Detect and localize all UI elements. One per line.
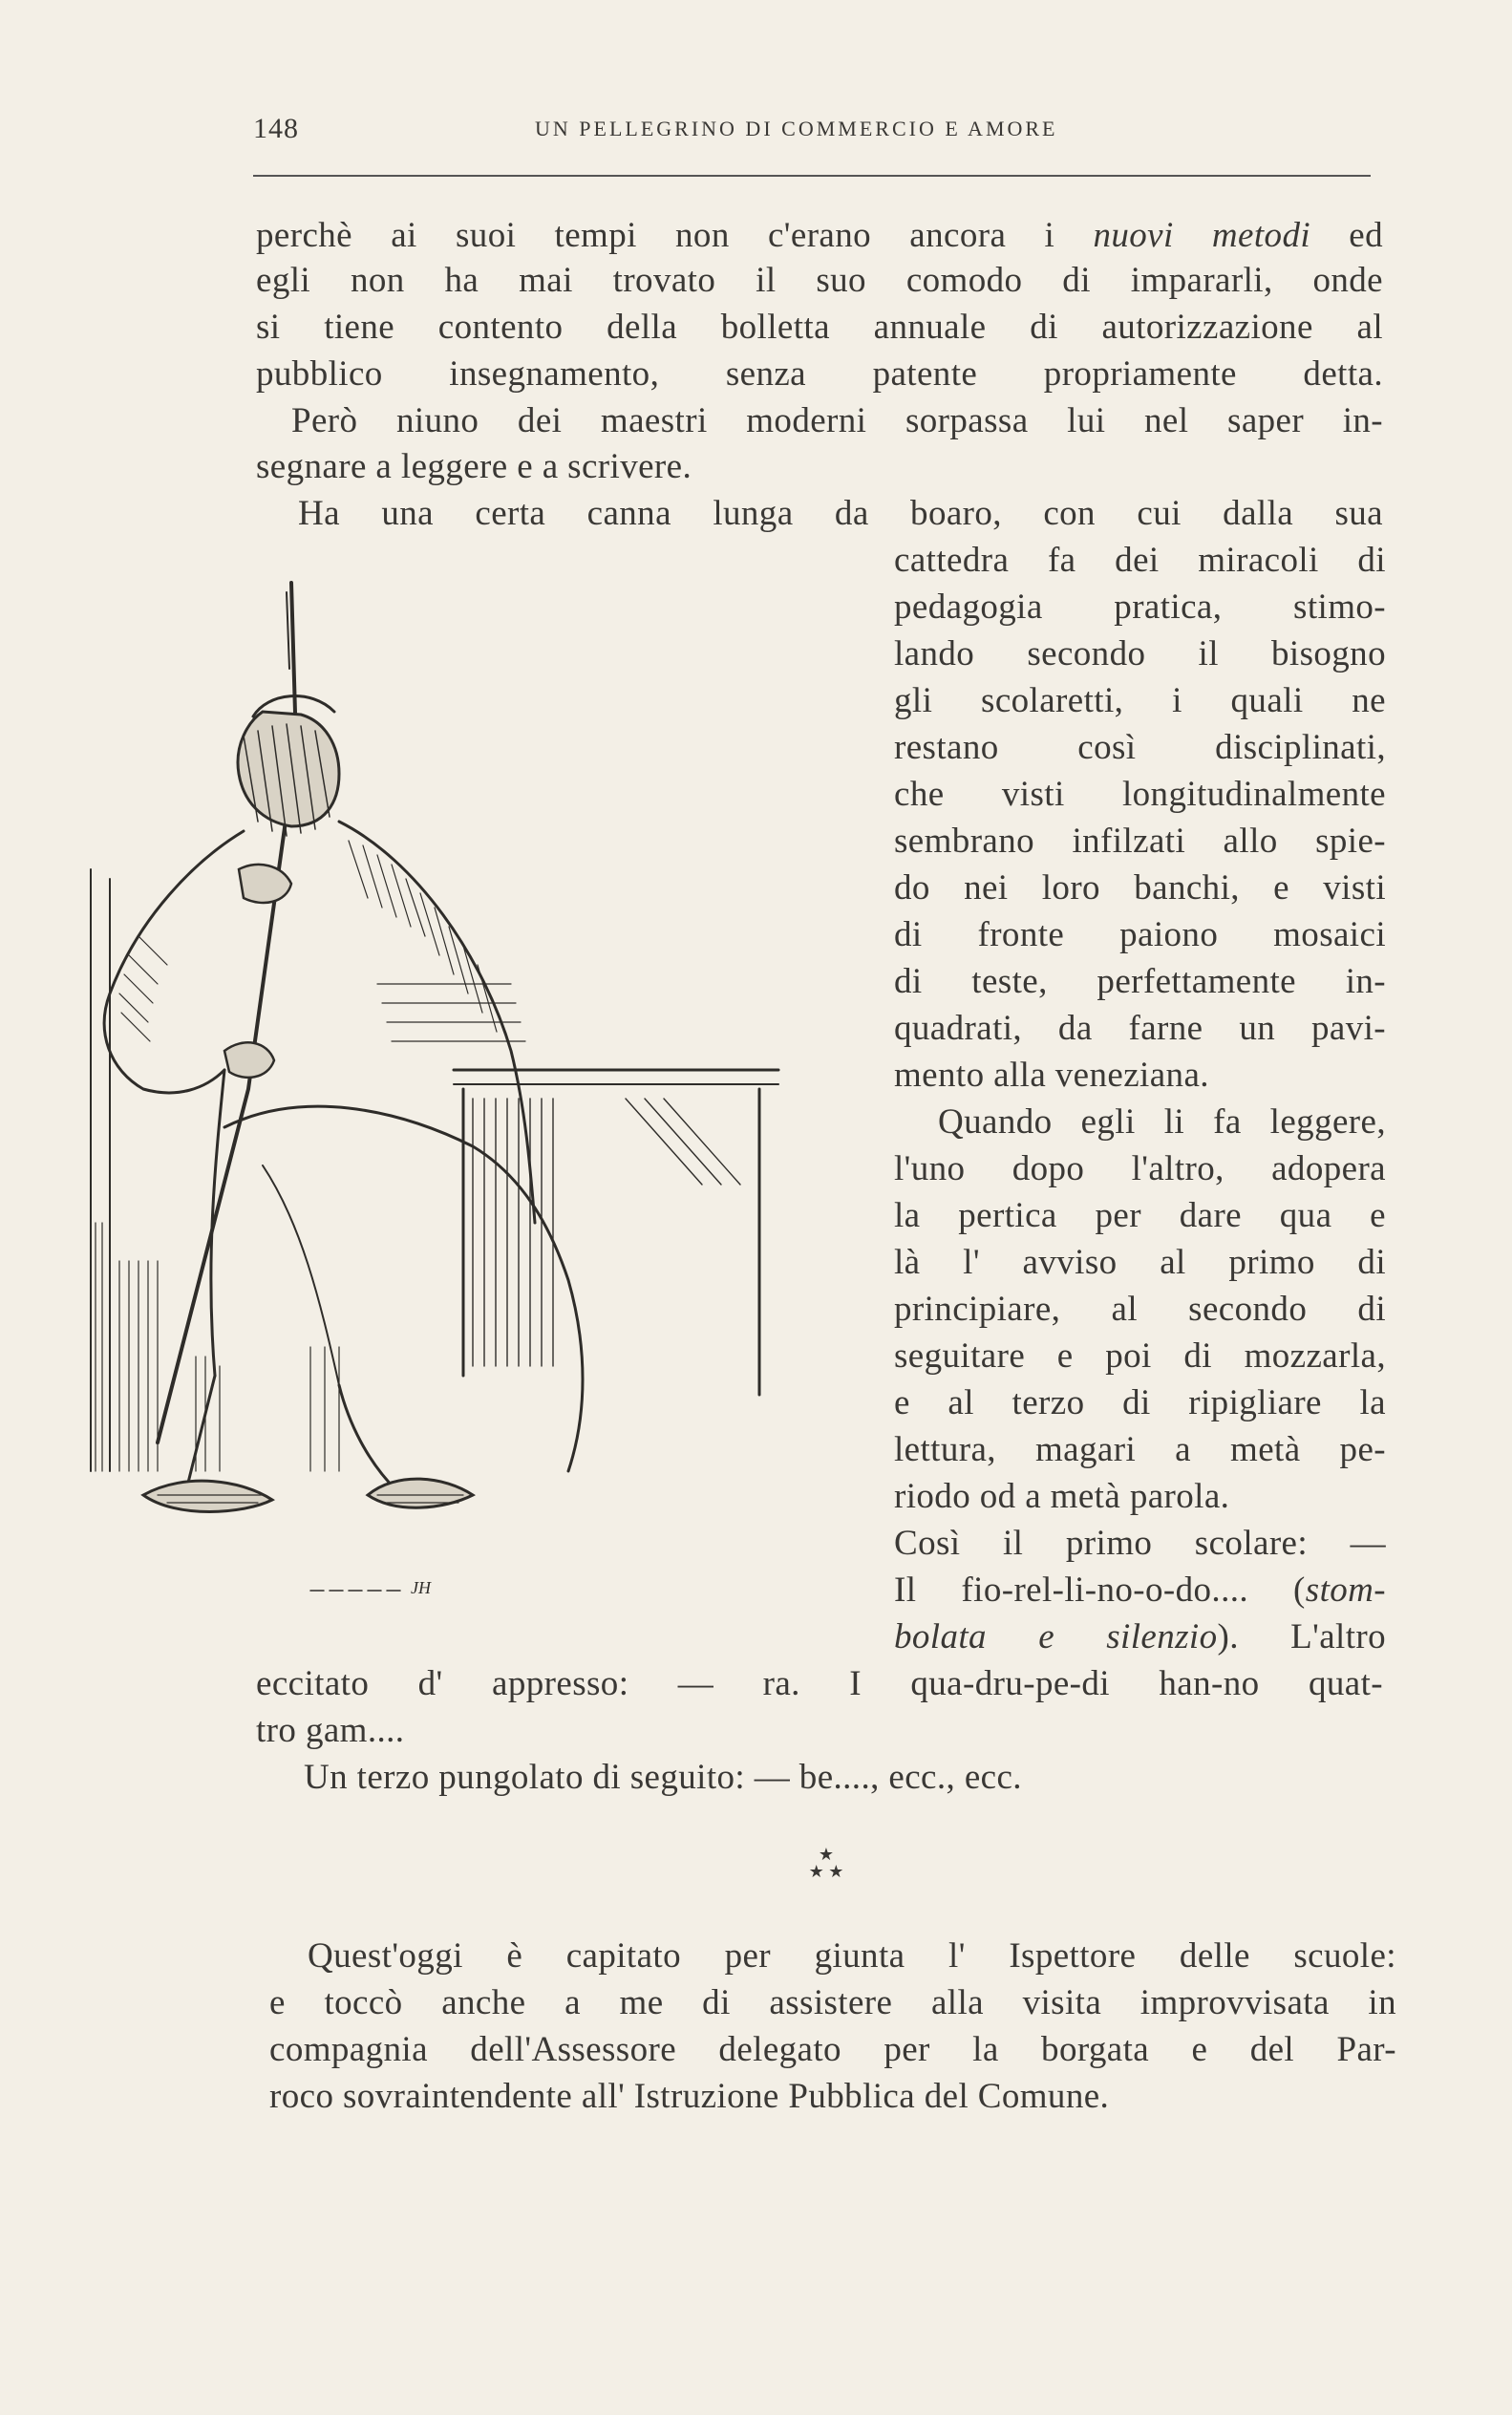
text-line: e toccò anche a me di assistere alla visita improvvisata in: [269, 1983, 1396, 2022]
text-line: restano così disciplinati,: [894, 728, 1386, 767]
text-line: Così il primo scolare: —: [894, 1524, 1386, 1563]
text-line: Il fio-rel-li-no-o-do.... (stom-: [894, 1571, 1386, 1610]
page-header: [253, 113, 1371, 151]
text-line: compagnia dell'Assessore delegato per la borgata e del Par-: [269, 2030, 1396, 2069]
text-line: la pertica per dare qua e: [894, 1196, 1386, 1235]
text-line: si tiene contento della bolletta annuale di autorizzazione al: [256, 308, 1383, 347]
text-line: lando secondo il bisogno: [894, 634, 1386, 673]
page-number: 148: [253, 113, 299, 144]
text-line: e al terzo di ripigliare la: [894, 1383, 1386, 1422]
text-line: di fronte paiono mosaici: [894, 915, 1386, 954]
text-line: egli non ha mai trovato il suo comodo di impararli, onde: [256, 261, 1383, 300]
text-line: seguitare e poi di mozzarla,: [894, 1336, 1386, 1376]
text-line: bolata e silenzio). L'altro: [894, 1617, 1386, 1656]
text-line: perchè ai suoi tempi non c'erano ancora i nuovi metodi ed: [256, 216, 1384, 255]
text-line: Un terzo pungolato di seguito: — be...., ecc., ecc.: [304, 1758, 1022, 1797]
text-line: pubblico insegnamento, senza patente propriamente detta.: [256, 354, 1383, 394]
text-line: Però niuno dei maestri moderni sorpassa lui nel saper in-: [291, 401, 1383, 440]
text-line: pedagogia pratica, stimo-: [894, 588, 1386, 627]
illustrator-signature: JH: [411, 1578, 431, 1597]
text-line: gli scolaretti, i quali ne: [894, 681, 1386, 720]
text-line: riodo od a metà parola.: [894, 1477, 1230, 1516]
running-title: UN PELLEGRINO DI COMMERCIO E AMORE: [535, 117, 1058, 140]
text-line: l'uno dopo l'altro, adopera: [894, 1149, 1386, 1188]
text-line: lettura, magari a metà pe-: [894, 1430, 1386, 1469]
text-line: quadrati, da farne un pavi-: [894, 1009, 1386, 1048]
text-line: cattedra fa dei miracoli di: [894, 541, 1386, 580]
text-line: sembrano infilzati allo spie-: [894, 822, 1386, 861]
text-line: Quest'oggi è capitato per giunta l' Ispettore delle scuole:: [308, 1936, 1396, 1976]
text-line: tro gam....: [256, 1711, 405, 1750]
text-line: Ha una certa canna lunga da boaro, con cui dalla sua: [298, 494, 1383, 533]
text-line: do nei loro banchi, e visti: [894, 868, 1386, 908]
text-line: mento alla veneziana.: [894, 1056, 1209, 1095]
asterism-ornament: [798, 1846, 855, 1880]
text-line: che visti longitudinalmente: [894, 775, 1386, 814]
text-line: segnare a leggere e a scrivere.: [256, 447, 692, 486]
text-line: là l' avviso al primo di: [894, 1243, 1386, 1282]
star-pair-icon: ★ ★: [808, 1862, 844, 1881]
text-line: Quando egli li fa leggere,: [938, 1102, 1386, 1142]
text-line: principiare, al secondo di: [894, 1290, 1386, 1329]
text-line: roco sovraintendente all' Istruzione Pubblica del Comune.: [269, 2077, 1110, 2116]
star-icon: ★: [818, 1845, 835, 1864]
header-rule: [253, 175, 1371, 177]
schoolmaster-illustration: [53, 554, 874, 1614]
text-line: di teste, perfettamente in-: [894, 962, 1386, 1001]
text-line: eccitato d' appresso: — ra. I qua-dru-pe-di han-no quat-: [256, 1664, 1383, 1703]
